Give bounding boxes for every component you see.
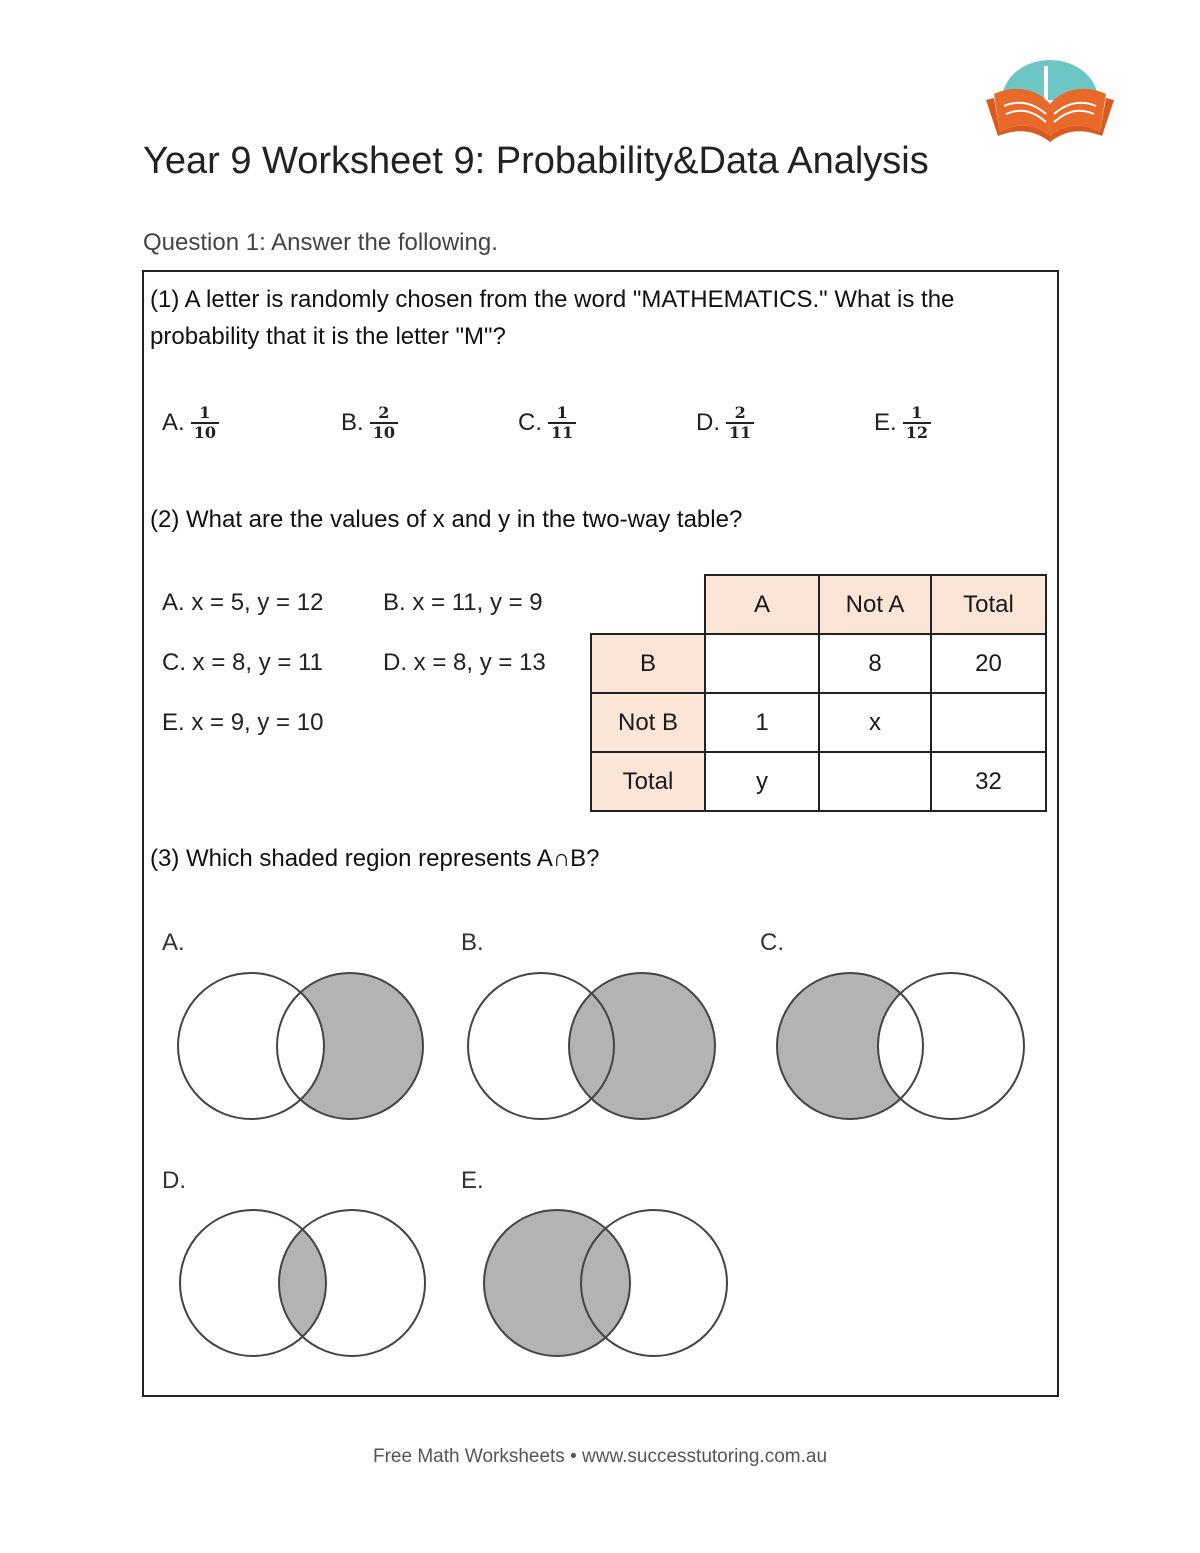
table-row [591,693,1046,752]
q2-option-c[interactable]: C. x = 8, y = 11 [162,649,323,676]
q3-option-e-label[interactable]: E. [461,1167,484,1194]
q2-option-d[interactable]: D. x = 8, y = 13 [383,649,546,676]
table-cell: x [819,693,931,752]
q2-text: (2) What are the values of x and y in the two-way table? [150,506,743,533]
two-way-table [590,574,1047,812]
table-cell: 8 [819,634,931,693]
table-cell: y [705,752,819,811]
table-row [591,634,1046,693]
table-col-header: A [705,575,819,634]
q1-option-c-fraction: $\frac{1}{11}$ [548,404,576,442]
table-cell [819,752,931,811]
q1-option-b[interactable] [341,404,398,442]
q3-option-c-label[interactable]: C. [760,929,784,956]
q1-option-e[interactable] [874,404,931,442]
q2-option-e[interactable]: E. x = 9, y = 10 [162,709,324,736]
q2-option-b[interactable]: B. x = 11, y = 9 [383,589,543,616]
table-col-header: Not A [819,575,931,634]
table-cell: 32 [931,752,1046,811]
q1-option-c[interactable] [518,404,576,442]
table-row [591,752,1046,811]
table-cell [705,634,819,693]
q3-option-d-label[interactable]: D. [162,1167,186,1194]
venn-diagram-c[interactable] [768,963,1030,1129]
q1-option-e-label: E. [874,409,897,436]
venn-diagram-a[interactable] [170,963,432,1129]
table-row-header: Total [591,752,705,811]
table-cell: 1 [705,693,819,752]
table-corner [591,575,705,634]
table-row [591,575,1046,634]
book-logo-icon [980,56,1120,146]
q3-option-b-label[interactable]: B. [461,929,484,956]
q1-option-a[interactable] [162,404,219,442]
q3-text: (3) Which shaded region represents A∩B? [150,845,600,872]
q1-option-c-label: C. [518,409,542,436]
q1-text: (1) A letter is randomly chosen from the word "MATHEMATICS." What is the probability that it is the letter "M"? [150,286,955,350]
q1-option-d-label: D. [696,409,720,436]
q1-option-d-fraction: $\frac{2}{11}$ [726,404,754,442]
q1-option-b-label: B. [341,409,364,436]
table-cell [931,693,1046,752]
table-cell: 20 [931,634,1046,693]
q1-option-e-fraction: $\frac{1}{12}$ [903,404,931,442]
table-col-header: Total [931,575,1046,634]
venn-diagram-b[interactable] [460,963,722,1129]
footer: Free Math Worksheets • www.successtutoring.com.au [372,1446,828,1467]
table-row-header: Not B [591,693,705,752]
venn-diagram-d[interactable] [172,1200,434,1366]
q1-option-b-fraction: $\frac{2}{10}$ [370,404,398,442]
venn-diagram-e[interactable] [476,1200,738,1366]
question-heading: Question 1: Answer the following. [143,229,498,256]
q1-option-a-fraction: $\frac{1}{10}$ [191,404,219,442]
page-title: Year 9 Worksheet 9: Probability&Data Analysis [143,140,929,182]
q3-option-a-label[interactable]: A. [162,929,185,956]
table-row-header: B [591,634,705,693]
q2-option-a[interactable]: A. x = 5, y = 12 [162,589,324,616]
q1-option-a-label: A. [162,409,185,436]
q1-option-d[interactable] [696,404,754,442]
